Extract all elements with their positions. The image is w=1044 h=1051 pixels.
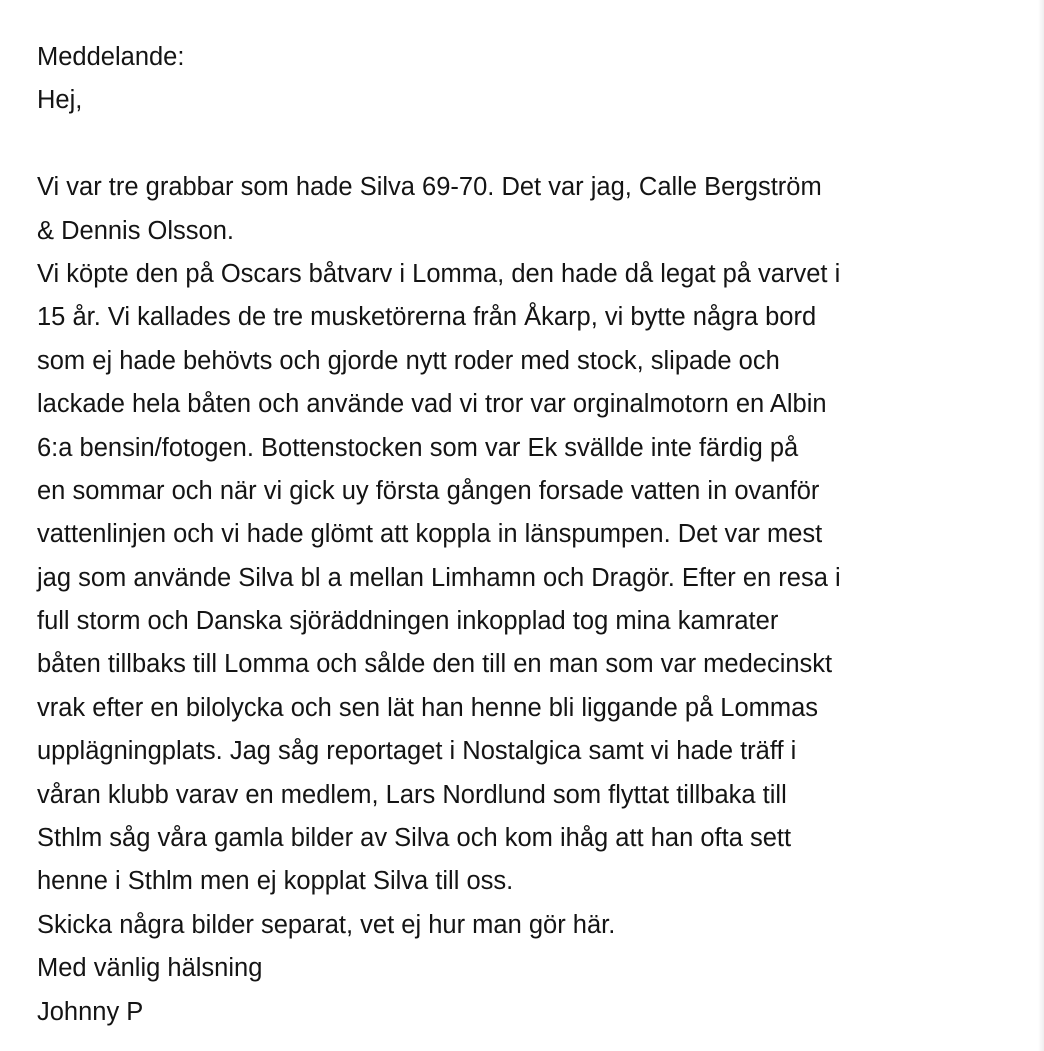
body-line: henne i Sthlm men ej kopplat Silva till oss. (37, 867, 514, 896)
body-line: full storm och Danska sjöräddningen inkopplad tog mina kamrater (37, 607, 779, 636)
body-line: 6:a bensin/fotogen. Bottenstocken som var Ek svällde inte färdig på (37, 433, 799, 462)
body-line: som ej hade behövts och gjorde nytt roder med stock, slipade och (37, 346, 780, 375)
body-line: Vi köpte den på Oscars båtvarv i Lomma, den hade då legat på varvet i (37, 259, 841, 288)
signature: Johnny P (37, 997, 144, 1026)
body-line: Sthlm såg våra gamla bilder av Silva och kom ihåg att han ofta sett (37, 824, 792, 853)
greeting: Hej, (37, 86, 83, 115)
body-line: vrak efter en bilolycka och sen lät han henne bli liggande på Lommas (37, 693, 819, 722)
body-line: Vi var tre grabbar som hade Silva 69-70. Det var jag, Calle Bergström (37, 173, 822, 202)
body-line: jag som använde Silva bl a mellan Limhamn och Dragör. Efter en resa i (37, 563, 841, 592)
message-text (37, 36, 1012, 1034)
message-heading: Meddelande: (37, 43, 185, 71)
blank-line (37, 123, 1012, 166)
body-line: 15 år. Vi kallades de tre musketörerna från Åkarp, vi bytte några bord (37, 303, 817, 332)
body-line: & Dennis Olsson. (37, 216, 235, 245)
body-line: Skicka några bilder separat, vet ej hur man gör här. (37, 910, 616, 939)
body-line: båten tillbaks till Lomma och sålde den till en man som var medecinskt (37, 650, 833, 679)
body-line: en sommar och när vi gick uy första gången forsade vatten in ovanför (37, 476, 820, 505)
closing: Med vänlig hälsning (37, 954, 263, 983)
body-line: lackade hela båten och använde vad vi tror var orginalmotorn en Albin (37, 390, 827, 419)
body-line: vattenlinjen och vi hade glömt att koppla in länspumpen. Det var mest (37, 520, 823, 549)
body-line: våran klubb varav en medlem, Lars Nordlund som flyttat tillbaka till (37, 780, 787, 809)
body-line: upplägningplats. Jag såg reportaget i Nostalgica samt vi hade träff i (37, 737, 797, 766)
page-edge (1038, 0, 1044, 1051)
